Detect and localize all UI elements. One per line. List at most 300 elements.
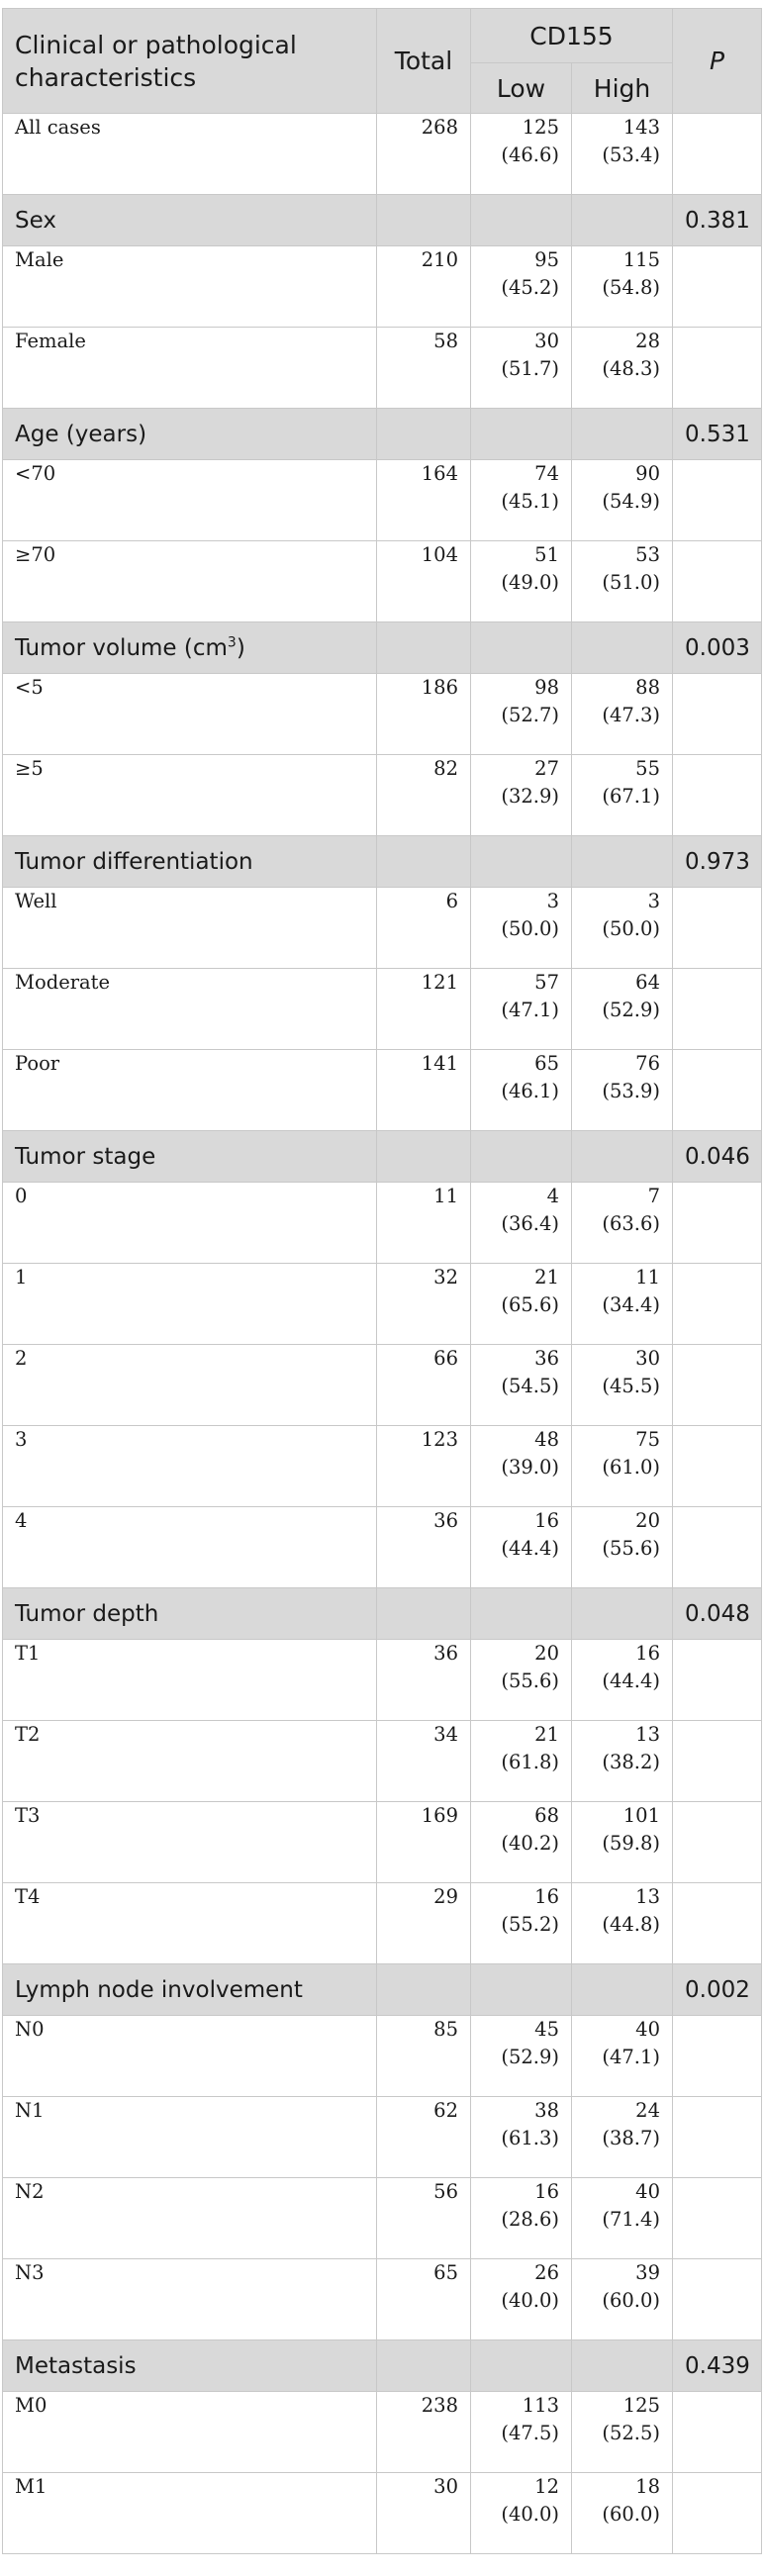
group-p-value: 0.439	[673, 2340, 762, 2392]
cell-high	[572, 2392, 673, 2473]
cell-high-percent: (47.3)	[602, 704, 660, 726]
cell-high	[572, 1183, 673, 1264]
cell-high-percent: (47.1)	[602, 2046, 660, 2068]
cell-high-count: 28	[635, 330, 660, 352]
cell-low-count: 16	[534, 1509, 559, 1532]
cell-high-percent: (45.5)	[602, 1375, 660, 1397]
group-total-empty	[377, 409, 471, 460]
row-label: M1	[3, 2473, 377, 2554]
table-row	[3, 2392, 762, 2473]
cell-high-percent: (38.2)	[602, 1751, 660, 1773]
cell-low-percent: (61.3)	[501, 2127, 559, 2149]
cell-low	[471, 2178, 572, 2259]
cell-total: 121	[377, 969, 471, 1050]
group-high-empty	[572, 836, 673, 888]
cell-total: 82	[377, 755, 471, 836]
row-label: 3	[3, 1426, 377, 1507]
cell-high	[572, 2259, 673, 2340]
row-label: T2	[3, 1721, 377, 1802]
cell-high-count: 40	[635, 2018, 660, 2041]
cell-high	[572, 1640, 673, 1721]
cell-total: 34	[377, 1721, 471, 1802]
row-label: T1	[3, 1640, 377, 1721]
cell-p-empty	[673, 2097, 762, 2178]
cell-p-empty	[673, 2392, 762, 2473]
cell-total: 238	[377, 2392, 471, 2473]
row-all-cases	[3, 114, 762, 195]
cell-low-percent: (50.0)	[501, 917, 559, 940]
cell-low-percent: (39.0)	[501, 1456, 559, 1479]
group-p-value: 0.046	[673, 1131, 762, 1183]
cell-high	[572, 541, 673, 622]
row-label: Male	[3, 246, 377, 328]
group-p-value: 0.531	[673, 409, 762, 460]
cell-low-percent: (65.6)	[501, 1293, 559, 1316]
cell-high	[572, 755, 673, 836]
cell-total: 186	[377, 674, 471, 755]
cell-low-count: 68	[534, 1804, 559, 1827]
cell-high	[572, 1264, 673, 1345]
group-high-empty	[572, 2340, 673, 2392]
cell-total: 36	[377, 1640, 471, 1721]
cell-high-percent: (44.4)	[602, 1670, 660, 1692]
cell-high-count: 11	[635, 1266, 660, 1288]
group-title	[3, 409, 377, 460]
cell-total: 65	[377, 2259, 471, 2340]
cell-low	[471, 114, 572, 195]
group-total-empty	[377, 622, 471, 674]
group-total-empty	[377, 836, 471, 888]
cell-low	[471, 2097, 572, 2178]
cell-p-empty	[673, 755, 762, 836]
cell-low-count: 51	[534, 543, 559, 566]
cell-total: 268	[377, 114, 471, 195]
cell-p-empty	[673, 1345, 762, 1426]
cell-high-percent: (53.4)	[602, 143, 660, 166]
table-row	[3, 460, 762, 541]
cell-high-count: 39	[635, 2261, 660, 2284]
cd155-characteristics-table	[2, 8, 762, 2554]
cell-low	[471, 2392, 572, 2473]
cell-low	[471, 969, 572, 1050]
cell-low-count: 21	[534, 1723, 559, 1746]
cell-high-count: 88	[635, 676, 660, 699]
cell-low-percent: (61.8)	[501, 1751, 559, 1773]
group-title-suffix: )	[236, 634, 245, 661]
table-body	[3, 114, 762, 2554]
cell-low-count: 21	[534, 1266, 559, 1288]
row-label: Well	[3, 888, 377, 969]
cell-total: 32	[377, 1264, 471, 1345]
group-header-row	[3, 836, 762, 888]
cell-low	[471, 888, 572, 969]
cell-high-percent: (52.9)	[602, 999, 660, 1021]
cell-high-count: 53	[635, 543, 660, 566]
cell-total: 169	[377, 1802, 471, 1883]
group-title-text: Metastasis	[15, 2352, 137, 2379]
cell-low-percent: (47.1)	[501, 999, 559, 1021]
cell-low	[471, 1345, 572, 1426]
cell-high-percent: (48.3)	[602, 357, 660, 380]
cell-low-percent: (51.7)	[501, 357, 559, 380]
cell-high-count: 30	[635, 1347, 660, 1370]
cell-low-percent: (55.6)	[501, 1670, 559, 1692]
cell-high-count: 7	[647, 1185, 660, 1207]
row-label: ≥70	[3, 541, 377, 622]
cell-low	[471, 1507, 572, 1588]
header-low: Low	[471, 63, 572, 114]
group-total-empty	[377, 1131, 471, 1183]
cell-low	[471, 1264, 572, 1345]
cell-total: 29	[377, 1883, 471, 1964]
cell-low	[471, 1721, 572, 1802]
row-label: <70	[3, 460, 377, 541]
cell-high-percent: (54.8)	[602, 276, 660, 299]
group-title	[3, 2340, 377, 2392]
table-row	[3, 888, 762, 969]
cell-low	[471, 246, 572, 328]
cell-high-count: 90	[635, 462, 660, 485]
cell-low-count: 98	[534, 676, 559, 699]
cell-p-empty	[673, 2259, 762, 2340]
group-high-empty	[572, 1588, 673, 1640]
cell-high-percent: (71.4)	[602, 2208, 660, 2231]
cell-total: 56	[377, 2178, 471, 2259]
cell-low	[471, 541, 572, 622]
cell-total: 36	[377, 1507, 471, 1588]
cell-p-empty	[673, 1640, 762, 1721]
group-title	[3, 1964, 377, 2016]
cell-total: 62	[377, 2097, 471, 2178]
row-label: Female	[3, 328, 377, 409]
cell-high-count: 75	[635, 1428, 660, 1451]
group-header-row	[3, 1964, 762, 2016]
cell-low-count: 113	[522, 2394, 559, 2417]
group-header-row	[3, 1588, 762, 1640]
group-total-empty	[377, 195, 471, 246]
cell-high-count: 101	[622, 1804, 660, 1827]
group-high-empty	[572, 1964, 673, 2016]
header-p-value: P	[673, 9, 762, 114]
table-row	[3, 1050, 762, 1131]
group-title	[3, 195, 377, 246]
cell-high-percent: (63.6)	[602, 1212, 660, 1235]
cell-low-count: 74	[534, 462, 559, 485]
table-row	[3, 1802, 762, 1883]
group-total-empty	[377, 2340, 471, 2392]
group-title-text: Tumor stage	[15, 1143, 156, 1170]
cell-p-empty	[673, 1050, 762, 1131]
cell-high-percent: (55.6)	[602, 1537, 660, 1560]
cell-low-percent: (32.9)	[501, 785, 559, 808]
cell-low-percent: (52.7)	[501, 704, 559, 726]
cell-high-count: 20	[635, 1509, 660, 1532]
cell-low	[471, 755, 572, 836]
cell-high	[572, 2178, 673, 2259]
row-label: Poor	[3, 1050, 377, 1131]
table-row	[3, 541, 762, 622]
row-label: 2	[3, 1345, 377, 1426]
group-p-value: 0.003	[673, 622, 762, 674]
cell-low-count: 20	[534, 1642, 559, 1665]
cell-p-empty	[673, 1721, 762, 1802]
table-row	[3, 1507, 762, 1588]
table-row	[3, 2259, 762, 2340]
table-row	[3, 1345, 762, 1426]
cell-high	[572, 1345, 673, 1426]
cell-low-count: 3	[546, 890, 559, 912]
group-high-empty	[572, 622, 673, 674]
cell-high	[572, 1802, 673, 1883]
cell-p-empty	[673, 888, 762, 969]
group-title	[3, 1588, 377, 1640]
cell-low-count: 16	[534, 2180, 559, 2203]
group-total-empty	[377, 1588, 471, 1640]
cell-high-count: 55	[635, 757, 660, 780]
cell-total: 30	[377, 2473, 471, 2554]
header-cd155: CD155	[471, 9, 673, 63]
cell-high-count: 40	[635, 2180, 660, 2203]
cell-high	[572, 969, 673, 1050]
row-label: ≥5	[3, 755, 377, 836]
cell-high	[572, 460, 673, 541]
cell-total: 6	[377, 888, 471, 969]
row-label: All cases	[3, 114, 377, 195]
cell-low-count: 45	[534, 2018, 559, 2041]
cell-total: 210	[377, 246, 471, 328]
group-title	[3, 1131, 377, 1183]
cell-high	[572, 328, 673, 409]
cell-low	[471, 460, 572, 541]
group-high-empty	[572, 409, 673, 460]
cell-p-empty	[673, 674, 762, 755]
cell-low-count: 27	[534, 757, 559, 780]
row-label: <5	[3, 674, 377, 755]
cell-p-empty	[673, 1183, 762, 1264]
table-row	[3, 1183, 762, 1264]
cell-p-empty	[673, 460, 762, 541]
cell-low-percent: (40.0)	[501, 2503, 559, 2526]
cell-total: 85	[377, 2016, 471, 2097]
cell-high	[572, 1507, 673, 1588]
cell-low-count: 16	[534, 1885, 559, 1908]
group-title-text: Tumor depth	[15, 1600, 159, 1627]
cell-low-percent: (55.2)	[501, 1913, 559, 1936]
cell-p-empty	[673, 541, 762, 622]
cell-low-count: 48	[534, 1428, 559, 1451]
cell-high	[572, 1883, 673, 1964]
cell-low-count: 4	[546, 1185, 559, 1207]
cell-high-percent: (44.8)	[602, 1913, 660, 1936]
group-low-empty	[471, 195, 572, 246]
cell-high-count: 13	[635, 1885, 660, 1908]
cell-high-count: 76	[635, 1052, 660, 1075]
row-label: Moderate	[3, 969, 377, 1050]
table-row	[3, 1883, 762, 1964]
group-title-text: Sex	[15, 207, 56, 234]
cell-low-percent: (36.4)	[501, 1212, 559, 1235]
group-title-superscript: 3	[227, 633, 237, 650]
cell-low-count: 36	[534, 1347, 559, 1370]
cell-low	[471, 2259, 572, 2340]
cell-low-percent: (49.0)	[501, 571, 559, 594]
cell-high-count: 3	[647, 890, 660, 912]
cell-high-percent: (60.0)	[602, 2503, 660, 2526]
cell-high-percent: (50.0)	[602, 917, 660, 940]
table-row	[3, 328, 762, 409]
header-high: High	[572, 63, 673, 114]
cell-low	[471, 328, 572, 409]
row-label: 1	[3, 1264, 377, 1345]
cell-high-count: 125	[622, 2394, 660, 2417]
group-low-empty	[471, 1588, 572, 1640]
group-title-text: Age (years)	[15, 421, 147, 447]
cell-p-empty	[673, 2016, 762, 2097]
table-row	[3, 2473, 762, 2554]
table-row	[3, 755, 762, 836]
cell-total: 141	[377, 1050, 471, 1131]
cell-high-percent: (52.5)	[602, 2422, 660, 2444]
cell-total: 11	[377, 1183, 471, 1264]
cell-high-percent: (34.4)	[602, 1293, 660, 1316]
table-row	[3, 246, 762, 328]
cell-high	[572, 674, 673, 755]
cell-high	[572, 2473, 673, 2554]
cell-low-percent: (45.1)	[501, 490, 559, 513]
cell-low-count: 26	[534, 2261, 559, 2284]
cell-high-count: 64	[635, 971, 660, 994]
cell-low-percent: (54.5)	[501, 1375, 559, 1397]
cell-low	[471, 1050, 572, 1131]
cell-high-count: 16	[635, 1642, 660, 1665]
cell-low-percent: (28.6)	[501, 2208, 559, 2231]
cell-total: 123	[377, 1426, 471, 1507]
cell-high	[572, 2097, 673, 2178]
row-label: T4	[3, 1883, 377, 1964]
cell-low-count: 57	[534, 971, 559, 994]
table-row	[3, 1721, 762, 1802]
row-label: 4	[3, 1507, 377, 1588]
cell-low	[471, 1640, 572, 1721]
cell-low-percent: (40.2)	[501, 1832, 559, 1855]
row-label: N1	[3, 2097, 377, 2178]
cell-total: 66	[377, 1345, 471, 1426]
cell-low-count: 38	[534, 2099, 559, 2122]
cell-high	[572, 246, 673, 328]
cell-p-empty	[673, 114, 762, 195]
table-header	[3, 9, 762, 114]
cell-high-percent: (60.0)	[602, 2289, 660, 2312]
cell-high-count: 13	[635, 1723, 660, 1746]
group-title	[3, 836, 377, 888]
group-title-text: Tumor differentiation	[15, 848, 253, 875]
cell-high-count: 143	[622, 116, 660, 139]
cell-total: 104	[377, 541, 471, 622]
cell-high-percent: (61.0)	[602, 1456, 660, 1479]
cell-high-count: 115	[622, 248, 660, 271]
row-label: T3	[3, 1802, 377, 1883]
group-high-empty	[572, 1131, 673, 1183]
group-p-value: 0.048	[673, 1588, 762, 1640]
group-header-row	[3, 409, 762, 460]
table-row	[3, 969, 762, 1050]
table-row	[3, 1264, 762, 1345]
header-total: Total	[377, 9, 471, 114]
group-header-row	[3, 2340, 762, 2392]
cell-low-count: 30	[534, 330, 559, 352]
cell-high-percent: (54.9)	[602, 490, 660, 513]
cell-p-empty	[673, 969, 762, 1050]
group-low-empty	[471, 2340, 572, 2392]
cell-high	[572, 114, 673, 195]
group-header-row	[3, 195, 762, 246]
cell-high	[572, 1721, 673, 1802]
cell-low	[471, 1883, 572, 1964]
cell-low	[471, 2473, 572, 2554]
cell-p-empty	[673, 1426, 762, 1507]
group-total-empty	[377, 1964, 471, 2016]
cell-low-percent: (52.9)	[501, 2046, 559, 2068]
group-p-value: 0.002	[673, 1964, 762, 2016]
cell-low-percent: (46.1)	[501, 1080, 559, 1102]
cell-high	[572, 2016, 673, 2097]
group-low-empty	[471, 409, 572, 460]
group-title-text: Lymph node involvement	[15, 1976, 303, 2003]
group-header-row	[3, 1131, 762, 1183]
group-low-empty	[471, 1964, 572, 2016]
group-low-empty	[471, 1131, 572, 1183]
cell-low	[471, 1426, 572, 1507]
group-low-empty	[471, 622, 572, 674]
cell-low	[471, 2016, 572, 2097]
table-row	[3, 1640, 762, 1721]
table-row	[3, 2097, 762, 2178]
cell-low-count: 125	[522, 116, 559, 139]
cell-high-count: 18	[635, 2475, 660, 2498]
group-header-row	[3, 622, 762, 674]
group-p-value: 0.973	[673, 836, 762, 888]
row-label: N2	[3, 2178, 377, 2259]
group-p-value: 0.381	[673, 195, 762, 246]
cell-p-empty	[673, 1264, 762, 1345]
table-row	[3, 1426, 762, 1507]
cell-low	[471, 1183, 572, 1264]
cell-p-empty	[673, 2473, 762, 2554]
header-characteristics: Clinical or pathological characteristics	[3, 9, 377, 114]
cell-low	[471, 1802, 572, 1883]
cell-p-empty	[673, 246, 762, 328]
cell-high-percent: (59.8)	[602, 1832, 660, 1855]
row-label: N3	[3, 2259, 377, 2340]
table-row	[3, 2016, 762, 2097]
cell-total: 58	[377, 328, 471, 409]
cell-p-empty	[673, 1802, 762, 1883]
cell-high	[572, 888, 673, 969]
cell-p-empty	[673, 1883, 762, 1964]
group-title	[3, 622, 377, 674]
cell-low-count: 95	[534, 248, 559, 271]
cell-p-empty	[673, 328, 762, 409]
cell-high	[572, 1426, 673, 1507]
cell-p-empty	[673, 2178, 762, 2259]
cell-low	[471, 674, 572, 755]
cell-low-count: 65	[534, 1052, 559, 1075]
cell-high-percent: (53.9)	[602, 1080, 660, 1102]
group-title-text: Tumor volume (cm	[15, 634, 228, 661]
cell-low-percent: (44.4)	[501, 1537, 559, 1560]
group-low-empty	[471, 836, 572, 888]
cell-low-percent: (47.5)	[501, 2422, 559, 2444]
